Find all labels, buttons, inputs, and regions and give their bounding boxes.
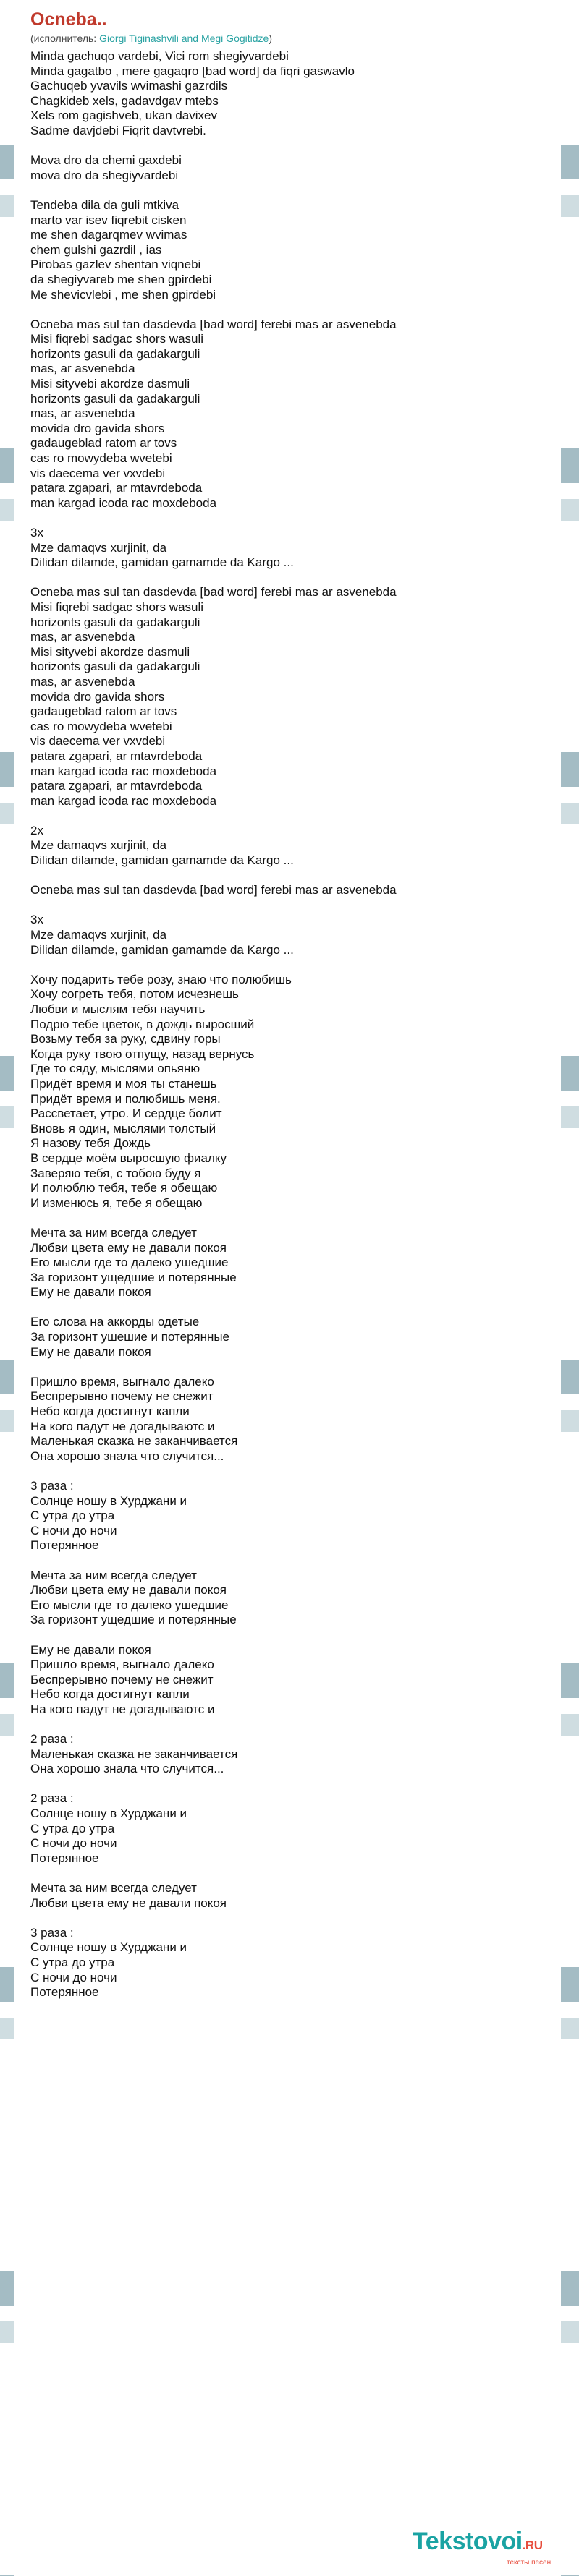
site-logo[interactable] xyxy=(413,2528,551,2567)
lyric-line: horizonts gasuli da gadakarguli xyxy=(30,660,200,674)
lyric-line: Dilidan dilamde, gamidan gamamde da Kargo ... xyxy=(30,853,294,868)
lyric-line: Любви цвета ему не давали покоя xyxy=(30,1240,227,1255)
lyric-line: movida dro gavida shors xyxy=(30,421,165,435)
lyric-line: Вновь я один, мыслями толстый xyxy=(30,1121,216,1135)
lyric-line: Ему не давали покоя xyxy=(30,1642,151,1657)
lyric-line: Беспрерывно почему не снежит xyxy=(30,1672,214,1686)
lyric-line: Где то сяду, мыслями опьяню xyxy=(30,1062,200,1076)
lyric-line: Солнце ношу в Хурджани и xyxy=(30,1807,187,1821)
lyric-line: И полюблю тебя, тебе я обещаю xyxy=(30,1181,218,1195)
verse xyxy=(30,1479,548,1553)
lyric-line: С ночи до ночи xyxy=(30,1523,117,1538)
lyric-line: Misi fiqrebi sadgac shors wasuli xyxy=(30,332,204,346)
lyric-line: Придёт время и полюбишь меня. xyxy=(30,1091,221,1106)
lyric-line: В сердце моём выросшую фиалку xyxy=(30,1151,227,1165)
lyric-line: 3 раза : xyxy=(30,1479,74,1493)
lyric-line: Мечта за ним всегда следует xyxy=(30,1225,197,1240)
lyric-line: Sadme davjdebi Fiqrit davtvrebi. xyxy=(30,123,206,137)
lyric-line: Хочу согреть тебя, потом исчезнешь xyxy=(30,987,239,1002)
song-title: Ocneba.. xyxy=(30,9,107,30)
verse xyxy=(30,1569,548,1628)
lyric-line: Ему не давали покоя xyxy=(30,1344,151,1359)
lyric-line: Пришло время, выгнало далеко xyxy=(30,1658,214,1672)
lyric-line: Пришло время, выгнало далеко xyxy=(30,1374,214,1389)
lyric-line: man kargad icoda rac moxdeboda xyxy=(30,495,217,510)
lyric-line: Ocneba mas sul tan dasdevda [bad word] ferebi mas ar asvenebda xyxy=(30,317,397,331)
lyrics-content xyxy=(30,9,548,2015)
artist-link[interactable]: Giorgi Tiginashvili and Megi Gogitidze xyxy=(99,33,269,44)
lyric-line: mas, ar asvenebda xyxy=(30,362,135,376)
lyric-line: Солнце ношу в Хурджани и xyxy=(30,1493,187,1508)
lyric-line: horizonts gasuli da gadakarguli xyxy=(30,346,200,361)
lyric-line: Misi fiqrebi sadgac shors wasuli xyxy=(30,600,204,614)
verse xyxy=(30,1791,548,1866)
lyric-line: gadaugeblad ratom ar tovs xyxy=(30,436,177,451)
lyric-line: Она хорошо знала что случится... xyxy=(30,1762,224,1776)
lyric-line: Misi sityvebi akordze dasmuli xyxy=(30,644,190,659)
lyric-line: Любви цвета ему не давали покоя xyxy=(30,1895,227,1910)
lyric-line: Misi sityvebi akordze dasmuli xyxy=(30,377,190,391)
lyric-line: Gachuqeb yvavils wvimashi gazrdils xyxy=(30,79,228,93)
lyric-line: Маленькая сказка не заканчивается xyxy=(30,1434,238,1449)
lyric-line: Маленькая сказка не заканчивается xyxy=(30,1747,238,1761)
lyric-line: Потерянное xyxy=(30,1851,99,1865)
verse xyxy=(30,526,548,571)
lyric-line: 3 раза : xyxy=(30,1925,74,1940)
lyric-line: Небо когда достигнут капли xyxy=(30,1687,190,1702)
lyric-line: patara zgapari, ar mtavrdeboda xyxy=(30,779,203,793)
lyric-line: da shegiyvareb me shen gpirdebi xyxy=(30,272,212,286)
lyric-line: vis daecema ver vxvdebi xyxy=(30,466,166,480)
logo-tld: .RU xyxy=(522,2538,543,2552)
lyric-line: mas, ar asvenebda xyxy=(30,674,135,688)
lyric-line: Потерянное xyxy=(30,1985,99,2000)
lyric-line: На кого падут не догадываютс и xyxy=(30,1419,215,1433)
lyric-line: man kargad icoda rac moxdeboda xyxy=(30,793,217,808)
lyric-line: С утра до утра xyxy=(30,1821,115,1835)
lyric-line: С ночи до ночи xyxy=(30,1970,117,1984)
lyric-line: Me shevicvlebi , me shen gpirdebi xyxy=(30,287,216,302)
lyric-line: Хочу подарить тебе розу, знаю что полюбишь xyxy=(30,972,292,986)
verse xyxy=(30,49,548,139)
lyric-line: 2 раза : xyxy=(30,1791,74,1806)
lyric-line: marto var isev fiqrebit cisken xyxy=(30,213,187,227)
lyric-line: На кого падут не догадываютс и xyxy=(30,1702,215,1716)
lyric-line: Tendeba dila da guli mtkiva xyxy=(30,197,179,212)
lyric-line: И изменюсь я, тебе я обещаю xyxy=(30,1195,203,1210)
lyric-line: patara zgapari, ar mtavrdeboda xyxy=(30,749,203,763)
lyric-line: За горизонт ушешие и потерянные xyxy=(30,1330,230,1344)
performer-suffix: ) xyxy=(269,33,272,44)
performer-line xyxy=(30,30,548,46)
verse xyxy=(30,824,548,869)
verse xyxy=(30,1926,548,2000)
lyric-line: Minda gachuqo vardebi, Vici rom shegiyvardebi xyxy=(30,49,289,63)
lyric-line: Mova dro da chemi gaxdebi xyxy=(30,153,182,168)
lyric-line: Chagkideb xels, gadavdgav mtebs xyxy=(30,93,219,108)
lyric-line: Она хорошо знала что случится... xyxy=(30,1449,224,1463)
verse xyxy=(30,1643,548,1718)
lyric-line: vis daecema ver vxvdebi xyxy=(30,734,166,749)
lyric-line: Возьму тебя за руку, сдвину горы xyxy=(30,1032,221,1046)
lyric-line: mova dro da shegiyvardebi xyxy=(30,168,179,182)
logo-tagline: тексты песен xyxy=(507,2559,551,2567)
lyric-line: Небо когда достигнут капли xyxy=(30,1404,190,1419)
lyric-line: Заверяю тебя, с тобою буду я xyxy=(30,1166,201,1180)
lyric-line: Солнце ношу в Хурджани и xyxy=(30,1940,187,1955)
verse xyxy=(30,1375,548,1464)
verse xyxy=(30,883,548,898)
verse xyxy=(30,913,548,958)
verse xyxy=(30,1226,548,1300)
verse xyxy=(30,973,548,1211)
lyric-line: man kargad icoda rac moxdeboda xyxy=(30,764,217,778)
lyric-line: С утра до утра xyxy=(30,1509,115,1523)
lyric-line: chem gulshi gazrdil , ias xyxy=(30,242,162,257)
lyric-line: Mze damaqvs xurjinit, da xyxy=(30,838,167,853)
performer-prefix: (исполнитель: xyxy=(30,33,100,44)
lyric-line: Беспрерывно почему не снежит xyxy=(30,1389,214,1404)
lyrics-text xyxy=(30,49,548,2000)
lyric-line: mas, ar asvenebda xyxy=(30,406,135,421)
lyric-line: horizonts gasuli da gadakarguli xyxy=(30,615,200,629)
logo-name: Tekstovoi xyxy=(413,2528,523,2555)
lyric-line: patara zgapari, ar mtavrdeboda xyxy=(30,481,203,495)
verse xyxy=(30,198,548,302)
lyric-line: cas ro mowydeba wvetebi xyxy=(30,719,172,733)
lyrics-card xyxy=(14,0,561,2576)
lyric-line: horizonts gasuli da gadakarguli xyxy=(30,391,200,406)
lyric-line: Ocneba mas sul tan dasdevda [bad word] ferebi mas ar asvenebda xyxy=(30,883,397,897)
lyric-line: Рассветает, утро. И сердце болит xyxy=(30,1106,222,1121)
verse xyxy=(30,1732,548,1777)
verse xyxy=(30,585,548,809)
lyric-line: me shen dagarqmev wvimas xyxy=(30,228,187,242)
lyric-line: С утра до утра xyxy=(30,1956,115,1969)
lyric-line: Ocneba mas sul tan dasdevda [bad word] ferebi mas ar asvenebda xyxy=(30,585,397,600)
lyric-line: Pirobas gazlev shentan viqnebi xyxy=(30,257,201,272)
verse xyxy=(30,153,548,183)
lyric-line: Ему не давали покоя xyxy=(30,1285,151,1300)
lyric-line: 2 раза : xyxy=(30,1732,74,1747)
lyric-line: Мечта за ним всегда следует xyxy=(30,1881,197,1895)
lyric-line: Minda gagatbo , mere gagaqro [bad word] da fiqri gaswavlo xyxy=(30,64,355,78)
lyric-line: Любви и мыслям тебя научить xyxy=(30,1002,206,1016)
lyric-line: 2x xyxy=(30,823,43,837)
verse xyxy=(30,317,548,511)
lyric-line: Мечта за ним всегда следует xyxy=(30,1568,197,1582)
lyric-line: Потерянное xyxy=(30,1538,99,1553)
lyric-line: Его мысли где то далеко ушедшие xyxy=(30,1598,229,1612)
lyric-line: Придёт время и моя ты станешь xyxy=(30,1076,217,1091)
lyric-line: Dilidan dilamde, gamidan gamamde da Kargo ... xyxy=(30,555,294,570)
lyric-line: Подрю тебе цветок, в дождь выросший xyxy=(30,1017,255,1031)
lyric-line: Его мысли где то далеко ушедшие xyxy=(30,1255,229,1270)
lyric-line: За горизонт ущедшие и потерянные xyxy=(30,1613,237,1627)
lyric-line: Dilidan dilamde, gamidan gamamde da Kargo ... xyxy=(30,942,294,957)
verse xyxy=(30,1881,548,1911)
lyric-line: Я назову тебя Дождь xyxy=(30,1136,151,1151)
lyric-line: movida dro gavida shors xyxy=(30,689,165,704)
lyric-line: С ночи до ночи xyxy=(30,1836,117,1851)
lyric-line: Его слова на аккорды одетые xyxy=(30,1315,200,1329)
lyric-line: За горизонт ущедшие и потерянные xyxy=(30,1270,237,1284)
logo-wordmark xyxy=(413,2528,542,2559)
lyric-line: mas, ar asvenebda xyxy=(30,630,135,644)
lyric-line: Xels rom gagishveb, ukan davixev xyxy=(30,108,217,123)
lyric-line: Mze damaqvs xurjinit, da xyxy=(30,540,167,555)
verse xyxy=(30,1315,548,1360)
lyric-line: 3x xyxy=(30,526,43,539)
lyric-line: 3x xyxy=(30,913,43,927)
lyric-line: Mze damaqvs xurjinit, da xyxy=(30,928,167,942)
lyric-line: cas ro mowydeba wvetebi xyxy=(30,451,172,466)
lyric-line: gadaugeblad ratom ar tovs xyxy=(30,704,177,719)
lyric-line: Когда руку твою отпущу, назад вернусь xyxy=(30,1046,255,1061)
lyric-line: Любви цвета ему не давали покоя xyxy=(30,1583,227,1598)
